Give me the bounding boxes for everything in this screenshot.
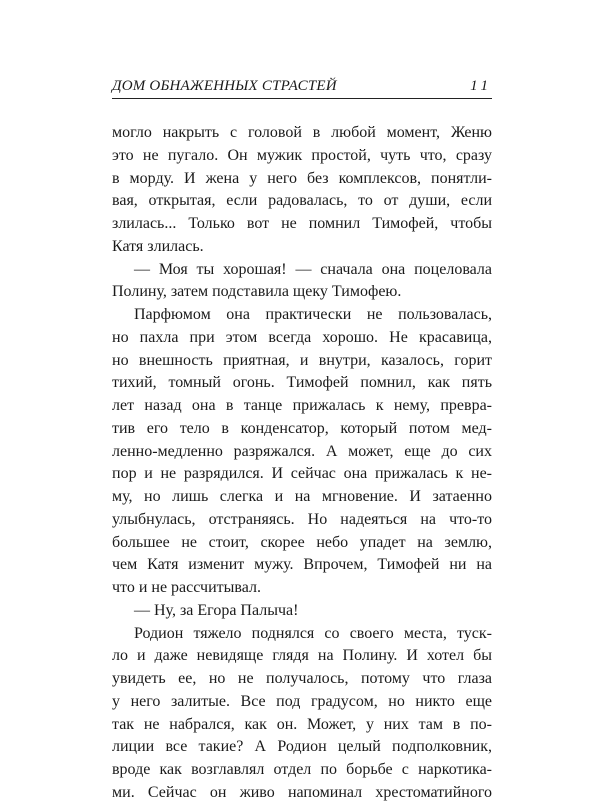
text-line: так не набрался, как он. Может, у них там в по- xyxy=(112,715,492,733)
text-line: злилась... Только вот не помнил Тимофей, чтобы xyxy=(112,215,492,232)
book-title: ДОМ ОБНАЖЕННЫХ СТРАСТЕЙ xyxy=(112,78,337,94)
text-line: — Моя ты хорошая! — сначала она поцеловала xyxy=(134,260,492,278)
text-line: это не пугало. Он мужик простой, чуть что, сразу xyxy=(112,146,492,164)
text-line: Родион тяжело поднялся со своего места, туск- xyxy=(134,624,492,642)
text-line: но внешность приятная, и внутри, казалось, горит xyxy=(112,351,492,369)
text-body xyxy=(112,122,492,805)
running-header xyxy=(112,76,492,98)
header-rule xyxy=(112,98,492,99)
page-number: 11 xyxy=(470,78,492,94)
text-line: что и не рассчитывал. xyxy=(112,579,261,596)
text-line: ленно-медленно разряжался. А может, еще до сих xyxy=(112,442,492,460)
text-line: лет назад она в танце прижалась к нему, превра- xyxy=(112,397,492,414)
text-line: улыбнулась, отстраняясь. Но надеяться на что-то xyxy=(112,510,492,528)
text-line: Катя злилась. xyxy=(112,237,204,255)
text-line: могло накрыть с головой в любой момент, Женю xyxy=(112,124,492,141)
text-line: вроде как возглавлял отдел по борьбе с наркотика- xyxy=(112,761,492,778)
text-line: чем Катя изменит мужу. Впрочем, Тимофей ни на xyxy=(112,556,492,574)
text-line: тив его тело в конденсатор, который потом мед- xyxy=(112,419,492,437)
text-line: ми. Сейчас он живо напоминал хрестоматийного xyxy=(112,783,492,801)
text-line: ло и даже невидяще глядя на Полину. И хотел бы xyxy=(112,647,492,665)
text-line: му, но лишь слегка и на мгновение. И затаенно xyxy=(112,488,492,505)
text-line: Парфюмом она практически не пользовалась, xyxy=(134,306,492,323)
text-line: лиции все такие? А Родион целый подполковник, xyxy=(112,738,492,756)
text-line: но пахла при этом всегда хорошо. Не красавица, xyxy=(112,328,492,346)
text-line: — Ну, за Егора Палыча! xyxy=(134,601,299,619)
text-line: пор и не разрядился. И сейчас она прижалась к не- xyxy=(112,465,492,483)
text-line: увидеть ее, но не получалось, потому что глаза xyxy=(112,670,492,687)
text-line: вая, открытая, если радовалась, то от души, если xyxy=(112,192,492,210)
text-line: тихий, томный огонь. Тимофей помнил, как пять xyxy=(112,374,492,392)
text-line: в морду. И жена у него без комплексов, понятли- xyxy=(112,169,492,187)
text-line: большее не стоит, скорее небо упадет на землю, xyxy=(112,533,492,551)
text-line: Полину, затем подставила щеку Тимофею. xyxy=(112,283,402,301)
text-line: у него залитые. Все под градусом, но никто еще xyxy=(112,692,492,710)
